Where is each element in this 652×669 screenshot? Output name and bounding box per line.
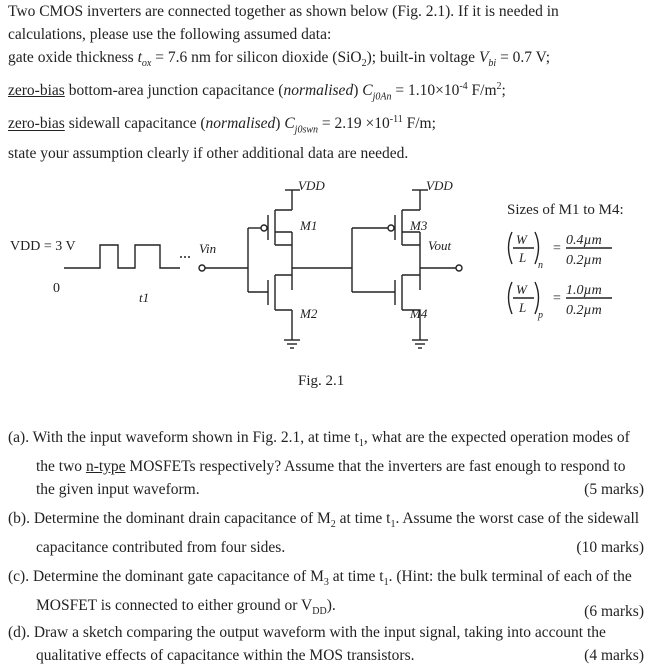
m3-label: M3 [410,218,428,233]
circuit-diagram [0,168,652,400]
svg-text:W: W [516,232,527,247]
svg-text:p: p [538,310,543,321]
intro-line-1: Two CMOS inverters are connected together as shown below (Fig. 2.1). If it is needed in [8,3,559,20]
wl-n-numerator: 0.4µm [566,233,602,248]
zero-level-label: 0 [53,281,60,296]
figure-caption: Fig. 2.1 [298,373,345,389]
svg-text:=: = [553,241,561,256]
question-a: (a). With the input waveform shown in Fig. 2.1, at time $t_1$, what are the expected operation modes of the two n-type MOSFETs respectively? Assume that the inverters are fast enough to respond to the given input waveform. (5 marks) [8,426,644,501]
vin-terminal [199,265,205,271]
intro-line-4: zero-bias bottom-area junction capacitance (normalised) $C_{j0An} = 1.10\times 10^{-4}$ $F/m^2$; [8,81,506,103]
question-c: (c). Determine the dominant gate capacitance of $M_3$ at time $t_1$. (Hint: the bulk terminal of each of the MOSFET is connected to either ground or $V_{DD}$). (6 marks) [8,565,644,623]
m2-label: M2 [300,306,318,321]
inverter-1 [205,190,352,348]
svg-text:L: L [519,300,527,315]
svg-text:=: = [553,291,561,306]
wl-p-ratio [509,282,613,321]
question-b-marks: (10 marks) [576,539,644,557]
intro-line-3: gate oxide thickness $t_{ox} = 7.6$ nm for silicon dioxide (SiO$_2$); built-in voltage $V_{bi} = 0.7$ V; [8,49,550,70]
intro-line-5: zero-bias sidewall capacitance (normalised) $C_{j0swn} = 2.19 \times 10^{-11}$ F/m; [8,114,436,136]
inverter-2 [352,190,462,348]
input-waveform [64,245,190,268]
question-d: (d). Draw a sketch comparing the output waveform with the input signal, taking into account the qualitative effects of capacitance within the MOS transistors. (4 marks) [8,621,644,667]
question-b: (b). Determine the dominant drain capacitance of $M_2$ at time $t_1$. Assume the worst case of the sidewall capacitance contributed from four sides. (10 marks) [8,507,644,559]
svg-text:L: L [519,250,527,265]
wl-n-denominator: 0.2µm [566,253,602,268]
question-c-marks: (6 marks) [584,603,644,621]
vdd-level-label: VDD = 3 V [10,239,76,254]
problem-intro [8,0,648,165]
intro-line-6: state your assumption clearly if other additional data are needed. [8,144,409,162]
wl-p-numerator: 1.0µm [566,283,602,298]
vdd-top-2: VDD [426,178,453,193]
wl-n-ratio [509,232,613,271]
sizes-title: Sizes of M1 to M4: [507,202,624,218]
vin-label: Vin [199,241,217,256]
question-a-marks: (5 marks) [584,481,644,499]
svg-text:n: n [538,260,543,271]
wl-p-denominator: 0.2µm [566,303,602,318]
m4-label: M4 [410,306,428,321]
svg-text:W: W [516,282,527,297]
vdd-top-1: VDD [298,178,325,193]
intro-line-2: calculations, please use the following assumed data: [8,26,332,43]
vout-label: Vout [428,238,452,253]
question-d-marks: (4 marks) [584,647,644,664]
m1-label: M1 [300,218,318,233]
t1-label: t1 [139,290,150,305]
